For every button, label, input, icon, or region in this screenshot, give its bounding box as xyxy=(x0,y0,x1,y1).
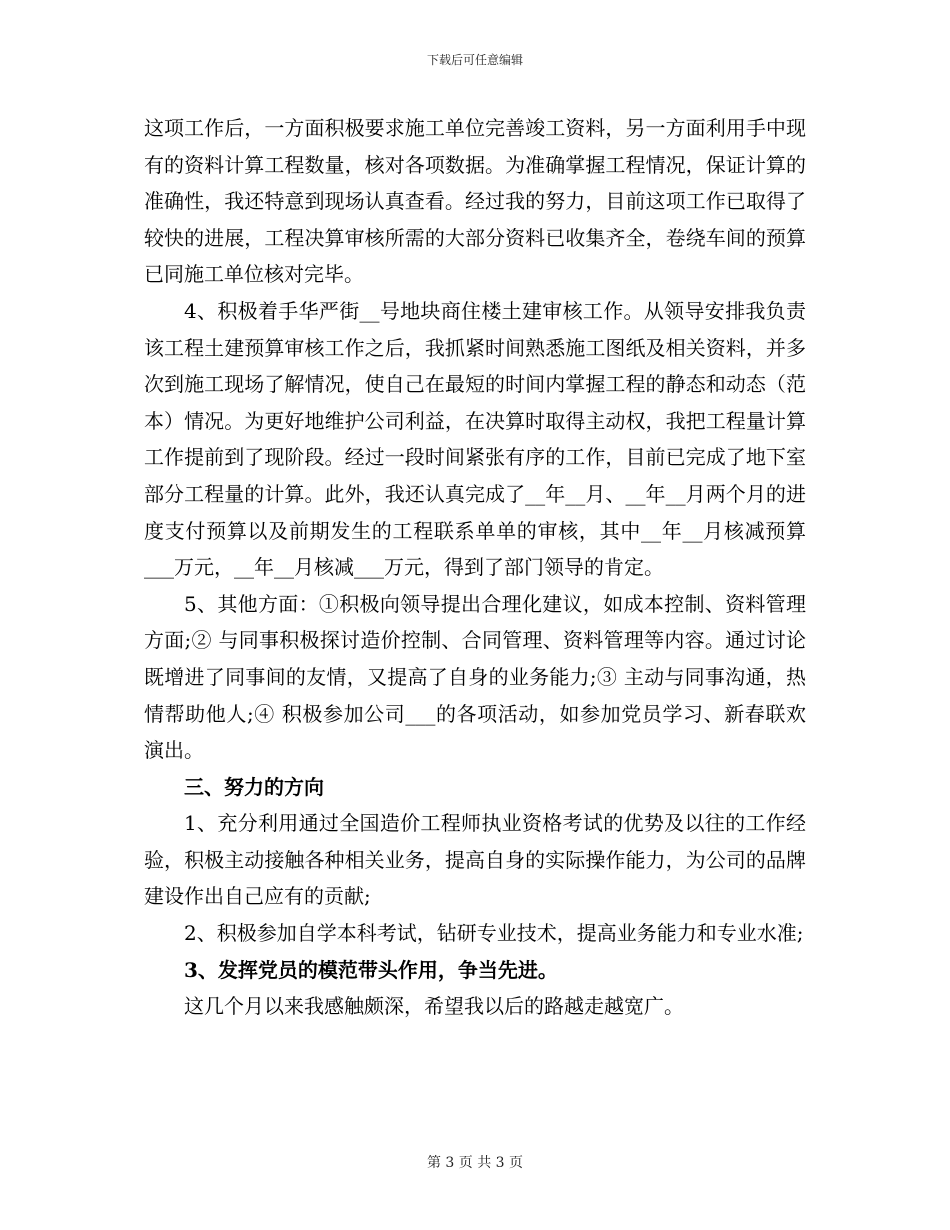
page-footer: 第 3 页 共 3 页 xyxy=(426,1155,524,1171)
paragraph-item-5: 5、其他方面：①积极向领导提出合理化建议，如成本控制、资料管理方面;② 与同事积极探讨造价控制、合同管理、资料管理等内容。通过讨论既增进了同事间的友情，又提高了自身的业务能力;③ 主动与同事沟通，热情帮助他人;④ 积极参加公司___的各项活动，如参加党员学习、新春联欢演出。 xyxy=(144,591,806,763)
page-header: 下载后可任意编辑 xyxy=(426,53,523,67)
paragraph-closing: 这几个月以来我感触颇深，希望我以后的路越走越宽广。 xyxy=(184,994,684,1019)
paragraph-item-4: 4、积极着手华严街__号地块商住楼土建审核工作。从领导安排我负责该工程土建预算审核工作之后，我抓紧时间熟悉施工图纸及相关资料，并多次到施工现场了解情况，使自己在最短的时间内掌握工程的静态和动态（范本）情况。为更好地维护公司利益，在决算时取得主动权，我把工程量计算工作提前到了现阶段。经过一段时间紧张有序的工作，目前已完成了地下室部分工程量的计算。此外，我还认真完成了__年__月、__年__月两个月的进度支付预算以及前期发生的工程联系单单的审核，其中__年__月核减预算___万元，__年__月核减___万元，得到了部门领导的肯定。 xyxy=(144,298,806,580)
paragraph-direction-2: 2、积极参加自学本科考试，钻研专业技术，提高业务能力和专业水准; xyxy=(184,921,804,946)
paragraph-direction-1: 1、充分利用通过全国造价工程师执业资格考试的优势及以往的工作经验，积极主动接触各种相关业务，提高自身的实际操作能力，为公司的品牌建设作出自己应有的贡献; xyxy=(144,811,806,909)
document-body xyxy=(144,110,806,1025)
paragraph-direction-3: 3、发挥党员的模范带头作用，争当先进。 xyxy=(184,957,558,982)
paragraph-continuation: 这项工作后，一方面积极要求施工单位完善竣工资料，另一方面利用手中现有的资料计算工程数量，核对各项数据。为准确掌握工程情况，保证计算的准确性，我还特意到现场认真查看。经过我的努力，目前这项工作已取得了较快的进展，工程决算审核所需的大部分资料已收集齐全，卷绕车间的预算已同施工单位核对完毕。 xyxy=(144,116,806,287)
section-heading: 三、努力的方向 xyxy=(184,774,324,799)
